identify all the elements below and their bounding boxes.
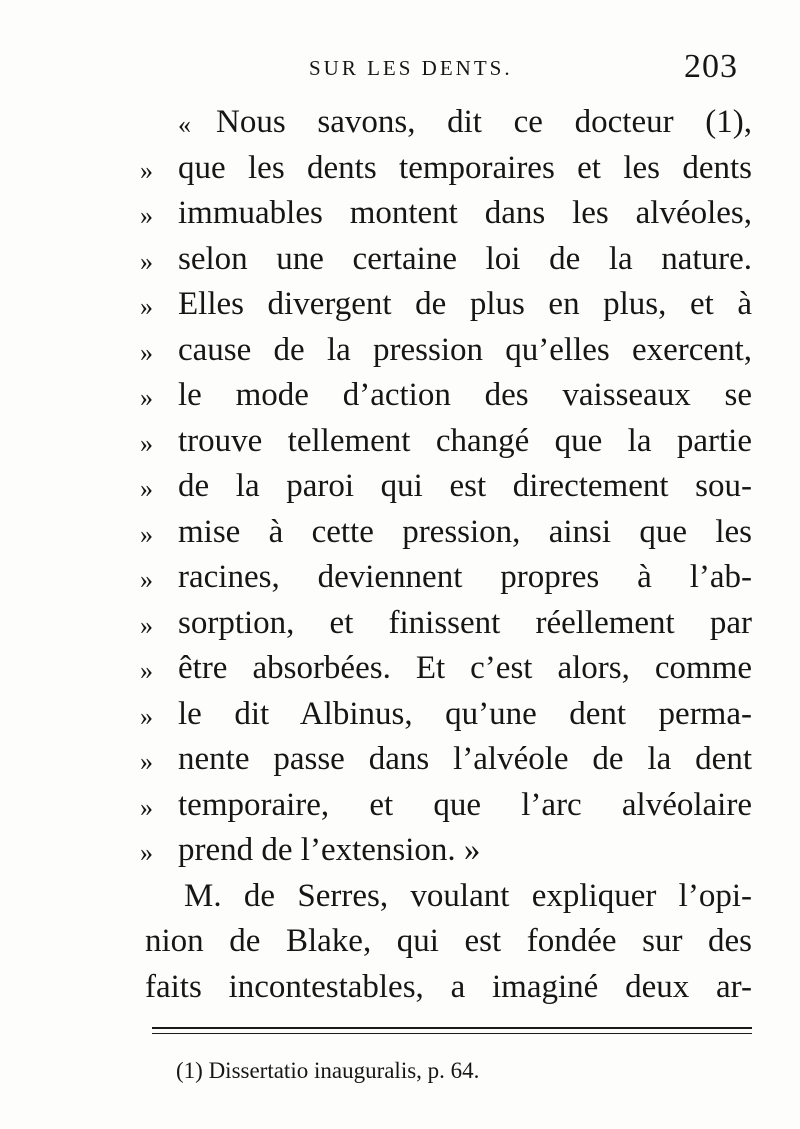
text-line bbox=[140, 373, 752, 419]
line-text: prend de l’extension. » bbox=[178, 832, 481, 868]
line-text: être absorbées. Et c’est alors, comme bbox=[178, 650, 752, 686]
quote-mark: » bbox=[140, 701, 153, 731]
footnote-rule bbox=[152, 1027, 752, 1034]
line-text: que les dents temporaires et les dents bbox=[178, 149, 752, 186]
quote-mark: » bbox=[140, 747, 153, 776]
quote-mark: » bbox=[140, 155, 153, 185]
running-head bbox=[0, 48, 800, 92]
text-line bbox=[140, 191, 752, 237]
text-line bbox=[140, 237, 752, 283]
line-text: selon une certaine loi de la nature. bbox=[178, 240, 752, 277]
line-text: faits incontestables, a imaginé deux ar- bbox=[145, 968, 752, 1005]
line-text: temporaire, et que l’arc alvéolaire bbox=[178, 786, 752, 823]
text-line bbox=[140, 692, 752, 738]
running-title: SUR LES DENTS. bbox=[309, 56, 513, 80]
quote-mark: » bbox=[140, 292, 153, 321]
quote-mark: » bbox=[140, 383, 153, 412]
text-line bbox=[140, 419, 752, 465]
quote-mark: » bbox=[140, 474, 153, 503]
body-text bbox=[140, 100, 752, 1010]
line-text: Elles divergent de plus en plus, et à bbox=[178, 286, 752, 322]
line-text: nente passe dans l’alvéole de la dent bbox=[178, 741, 752, 777]
quote-mark: » bbox=[140, 565, 153, 594]
line-text: M. de Serres, voulant expliquer l’opi- bbox=[184, 877, 752, 914]
text-line bbox=[140, 328, 752, 374]
text-line bbox=[140, 828, 752, 874]
line-text: le dit Albinus, qu’une dent perma- bbox=[178, 695, 752, 732]
quote-mark: » bbox=[140, 519, 153, 549]
text-line bbox=[140, 646, 752, 692]
text-line bbox=[140, 282, 752, 328]
quote-mark: » bbox=[140, 428, 153, 458]
quote-mark: » bbox=[140, 246, 153, 276]
text-line bbox=[140, 919, 752, 965]
quote-mark: » bbox=[140, 201, 153, 230]
line-text: immuables montent dans les alvéoles, bbox=[178, 195, 752, 231]
text-line bbox=[140, 874, 752, 920]
line-text: Nous savons, dit ce docteur (1), bbox=[216, 104, 752, 140]
quote-mark: » bbox=[140, 656, 153, 685]
line-text: sorption, et finissent réellement par bbox=[178, 604, 752, 641]
text-line bbox=[140, 555, 752, 601]
page-number: 203 bbox=[684, 48, 738, 85]
text-line bbox=[140, 601, 752, 647]
line-text: racines, deviennent propres à l’ab- bbox=[178, 559, 752, 595]
quote-mark: » bbox=[140, 838, 153, 867]
text-line bbox=[140, 464, 752, 510]
quote-mark: « bbox=[178, 110, 191, 139]
quote-mark: » bbox=[140, 792, 153, 822]
text-line bbox=[140, 737, 752, 783]
line-text: le mode d’action des vaisseaux se bbox=[178, 377, 752, 413]
line-text: cause de la pression qu’elles exercent, bbox=[178, 331, 752, 368]
line-text: de la paroi qui est directement sou- bbox=[178, 468, 752, 504]
text-line bbox=[140, 965, 752, 1011]
text-line bbox=[140, 510, 752, 556]
footnote: (1) Dissertatio inauguralis, p. 64. bbox=[176, 1058, 480, 1083]
line-text: nion de Blake, qui est fondée sur des bbox=[145, 923, 752, 959]
quote-mark: » bbox=[140, 337, 153, 367]
quote-mark: » bbox=[140, 610, 153, 640]
text-line bbox=[140, 783, 752, 829]
text-line bbox=[140, 100, 752, 146]
line-text: mise à cette pression, ainsi que les bbox=[178, 513, 752, 550]
text-line bbox=[140, 146, 752, 192]
line-text: trouve tellement changé que la partie bbox=[178, 422, 752, 459]
